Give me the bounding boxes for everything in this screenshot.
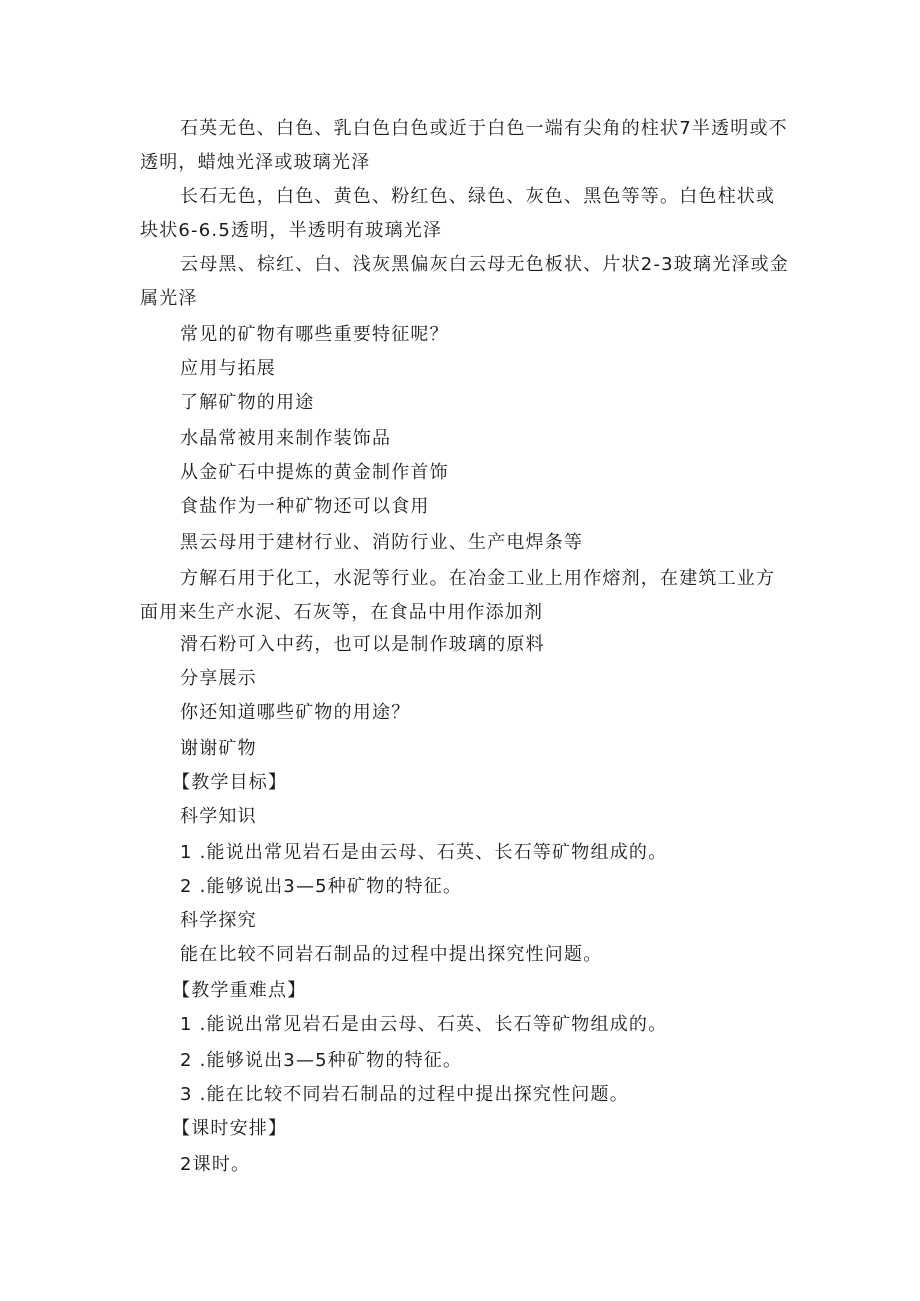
use-biotite: 黑云母用于建材行业、消防行业、生产电焊条等 [180, 532, 584, 553]
schedule-value: 2课时。 [180, 1154, 251, 1175]
section-apply: 应用与拓展 [180, 358, 276, 379]
use-talc: 滑石粉可入中药，也可以是制作玻璃的原料 [180, 634, 545, 655]
inquiry-item-1: 能在比较不同岩石制品的过程中提出探究性问题。 [180, 944, 603, 965]
paragraph-feldspar: 长石无色，白色、黄色、粉红色、绿色、灰色、黑色等等。白色柱状或块状6-6.5透明，半透明有玻璃光泽 [140, 186, 776, 241]
key-item-1: 1 .能说出常见岩石是由云母、石英、长石等矿物组成的。 [180, 1014, 668, 1035]
question-features: 常见的矿物有哪些重要特征呢？ [180, 324, 449, 345]
goal-item-2: 2 .能够说出3—5种矿物的特征。 [180, 876, 463, 897]
section-uses: 了解矿物的用途 [180, 392, 315, 413]
goal-item-1: 1 .能说出常见岩石是由云母、石英、长石等矿物组成的。 [180, 842, 668, 863]
use-crystal: 水晶常被用来制作装饰品 [180, 428, 392, 449]
heading-goals: 【教学目标】 [172, 772, 288, 793]
heading-key-points: 【教学重难点】 [172, 980, 307, 1001]
use-gold: 从金矿石中提炼的黄金制作首饰 [180, 462, 449, 483]
subheading-knowledge: 科学知识 [180, 806, 257, 827]
paragraph-mica: 云母黑、棕红、白、浅灰黑偏灰白云母无色板状、片状2-3玻璃光泽或金属光泽 [140, 254, 789, 309]
section-share: 分享展示 [180, 668, 257, 689]
subheading-inquiry: 科学探究 [180, 910, 257, 931]
question-uses: 你还知道哪些矿物的用途？ [180, 702, 411, 723]
key-item-3: 3 .能在比较不同岩石制品的过程中提出探究性问题。 [180, 1084, 629, 1105]
use-calcite: 方解石用于化工，水泥等行业。在冶金工业上用作熔剂，在建筑工业方面用来生产水泥、石灰等，在食品中用作添加剂 [140, 568, 776, 623]
use-salt: 食盐作为一种矿物还可以食用 [180, 496, 430, 517]
paragraph-quartz: 石英无色、白色、乳白色白色或近于白色一端有尖角的柱状7半透明或不透明，蜡烛光泽或玻璃光泽 [140, 118, 788, 173]
key-item-2: 2 .能够说出3—5种矿物的特征。 [180, 1050, 463, 1071]
heading-schedule: 【课时安排】 [172, 1118, 288, 1139]
thanks-line: 谢谢矿物 [180, 738, 257, 759]
